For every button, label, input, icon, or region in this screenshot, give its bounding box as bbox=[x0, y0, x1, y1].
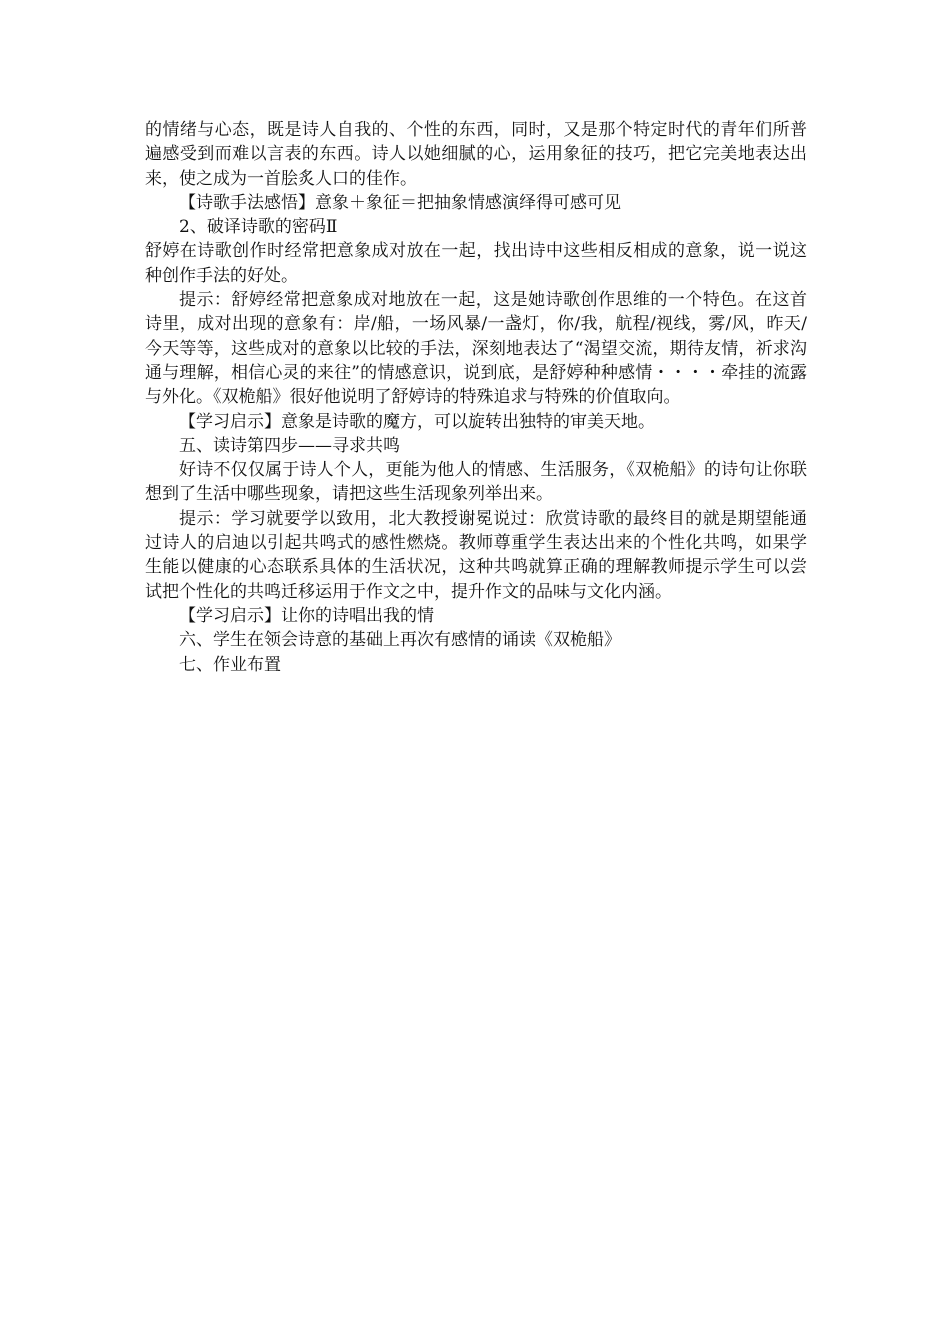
paragraph-learning-insight-1: 【学习启示】意象是诗歌的魔方，可以旋转出独特的审美天地。 bbox=[179, 411, 655, 432]
document-body bbox=[145, 118, 807, 677]
paragraph-question: 舒婷在诗歌创作时经常把意象成对放在一起，找出诗中这些相反相成的意象，说一说这种创作手法的好处。 bbox=[145, 241, 807, 286]
paragraph-technique-insight: 【诗歌手法感悟】意象＋象征＝把抽象情感演绎得可感可见 bbox=[179, 192, 621, 213]
paragraph-resonance-question: 好诗不仅仅属于诗人个人，更能为他人的情感、生活服务，《双桅船》的诗句让你联想到了生活中哪些现象，请把这些生活现象列举出来。 bbox=[145, 460, 807, 505]
paragraph-continuation: 的情绪与心态，既是诗人自我的、个性的东西，同时，又是那个特定时代的青年们所普遍感受到而难以言表的东西。诗人以她细腻的心，运用象征的技巧，把它完美地表达出来，使之成为一首脍炙人口的佳作。 bbox=[145, 120, 807, 189]
paragraph-hint-2: 提示：学习就要学以致用，北大教授谢冕说过：欣赏诗歌的最终目的就是期望能通过诗人的启迪以引起共鸣式的感性燃烧。教师尊重学生表达出来的个性化共鸣，如果学生能以健康的心态联系具体的生活状况，这种共鸣就算正确的理解教师提示学生可以尝试把个性化的共鸣迁移运用于作文之中，提升作文的品味与文化内涵。 bbox=[145, 508, 807, 602]
paragraph-hint-1: 提示：舒婷经常把意象成对地放在一起，这是她诗歌创作思维的一个特色。在这首诗里，成对出现的意象有：岸/船，一场风暴/一盏灯，你/我，航程/视线，雾/风，昨天/今天等等，这些成对的意象以比较的手法，深刻地表达了“渴望交流，期待友情，祈求沟通与理解，相信心灵的来往”的情感意识，说到底，是舒婷种种感情・・・・牵挂的流露与外化。《双桅船》很好他说明了舒婷诗的特殊追求与特殊的价值取向。 bbox=[145, 290, 807, 408]
section-heading-step-7: 七、作业布置 bbox=[179, 654, 281, 675]
paragraph-learning-insight-2: 【学习启示】让你的诗唱出我的情 bbox=[179, 605, 434, 626]
section-heading-step-6: 六、学生在领会诗意的基础上再次有感情的诵读《双桅船》 bbox=[179, 630, 621, 651]
section-heading-step-4: 五、读诗第四步——寻求共鸣 bbox=[179, 435, 400, 456]
section-heading-decode-2: 2、破译诗歌的密码Ⅱ bbox=[179, 217, 338, 238]
